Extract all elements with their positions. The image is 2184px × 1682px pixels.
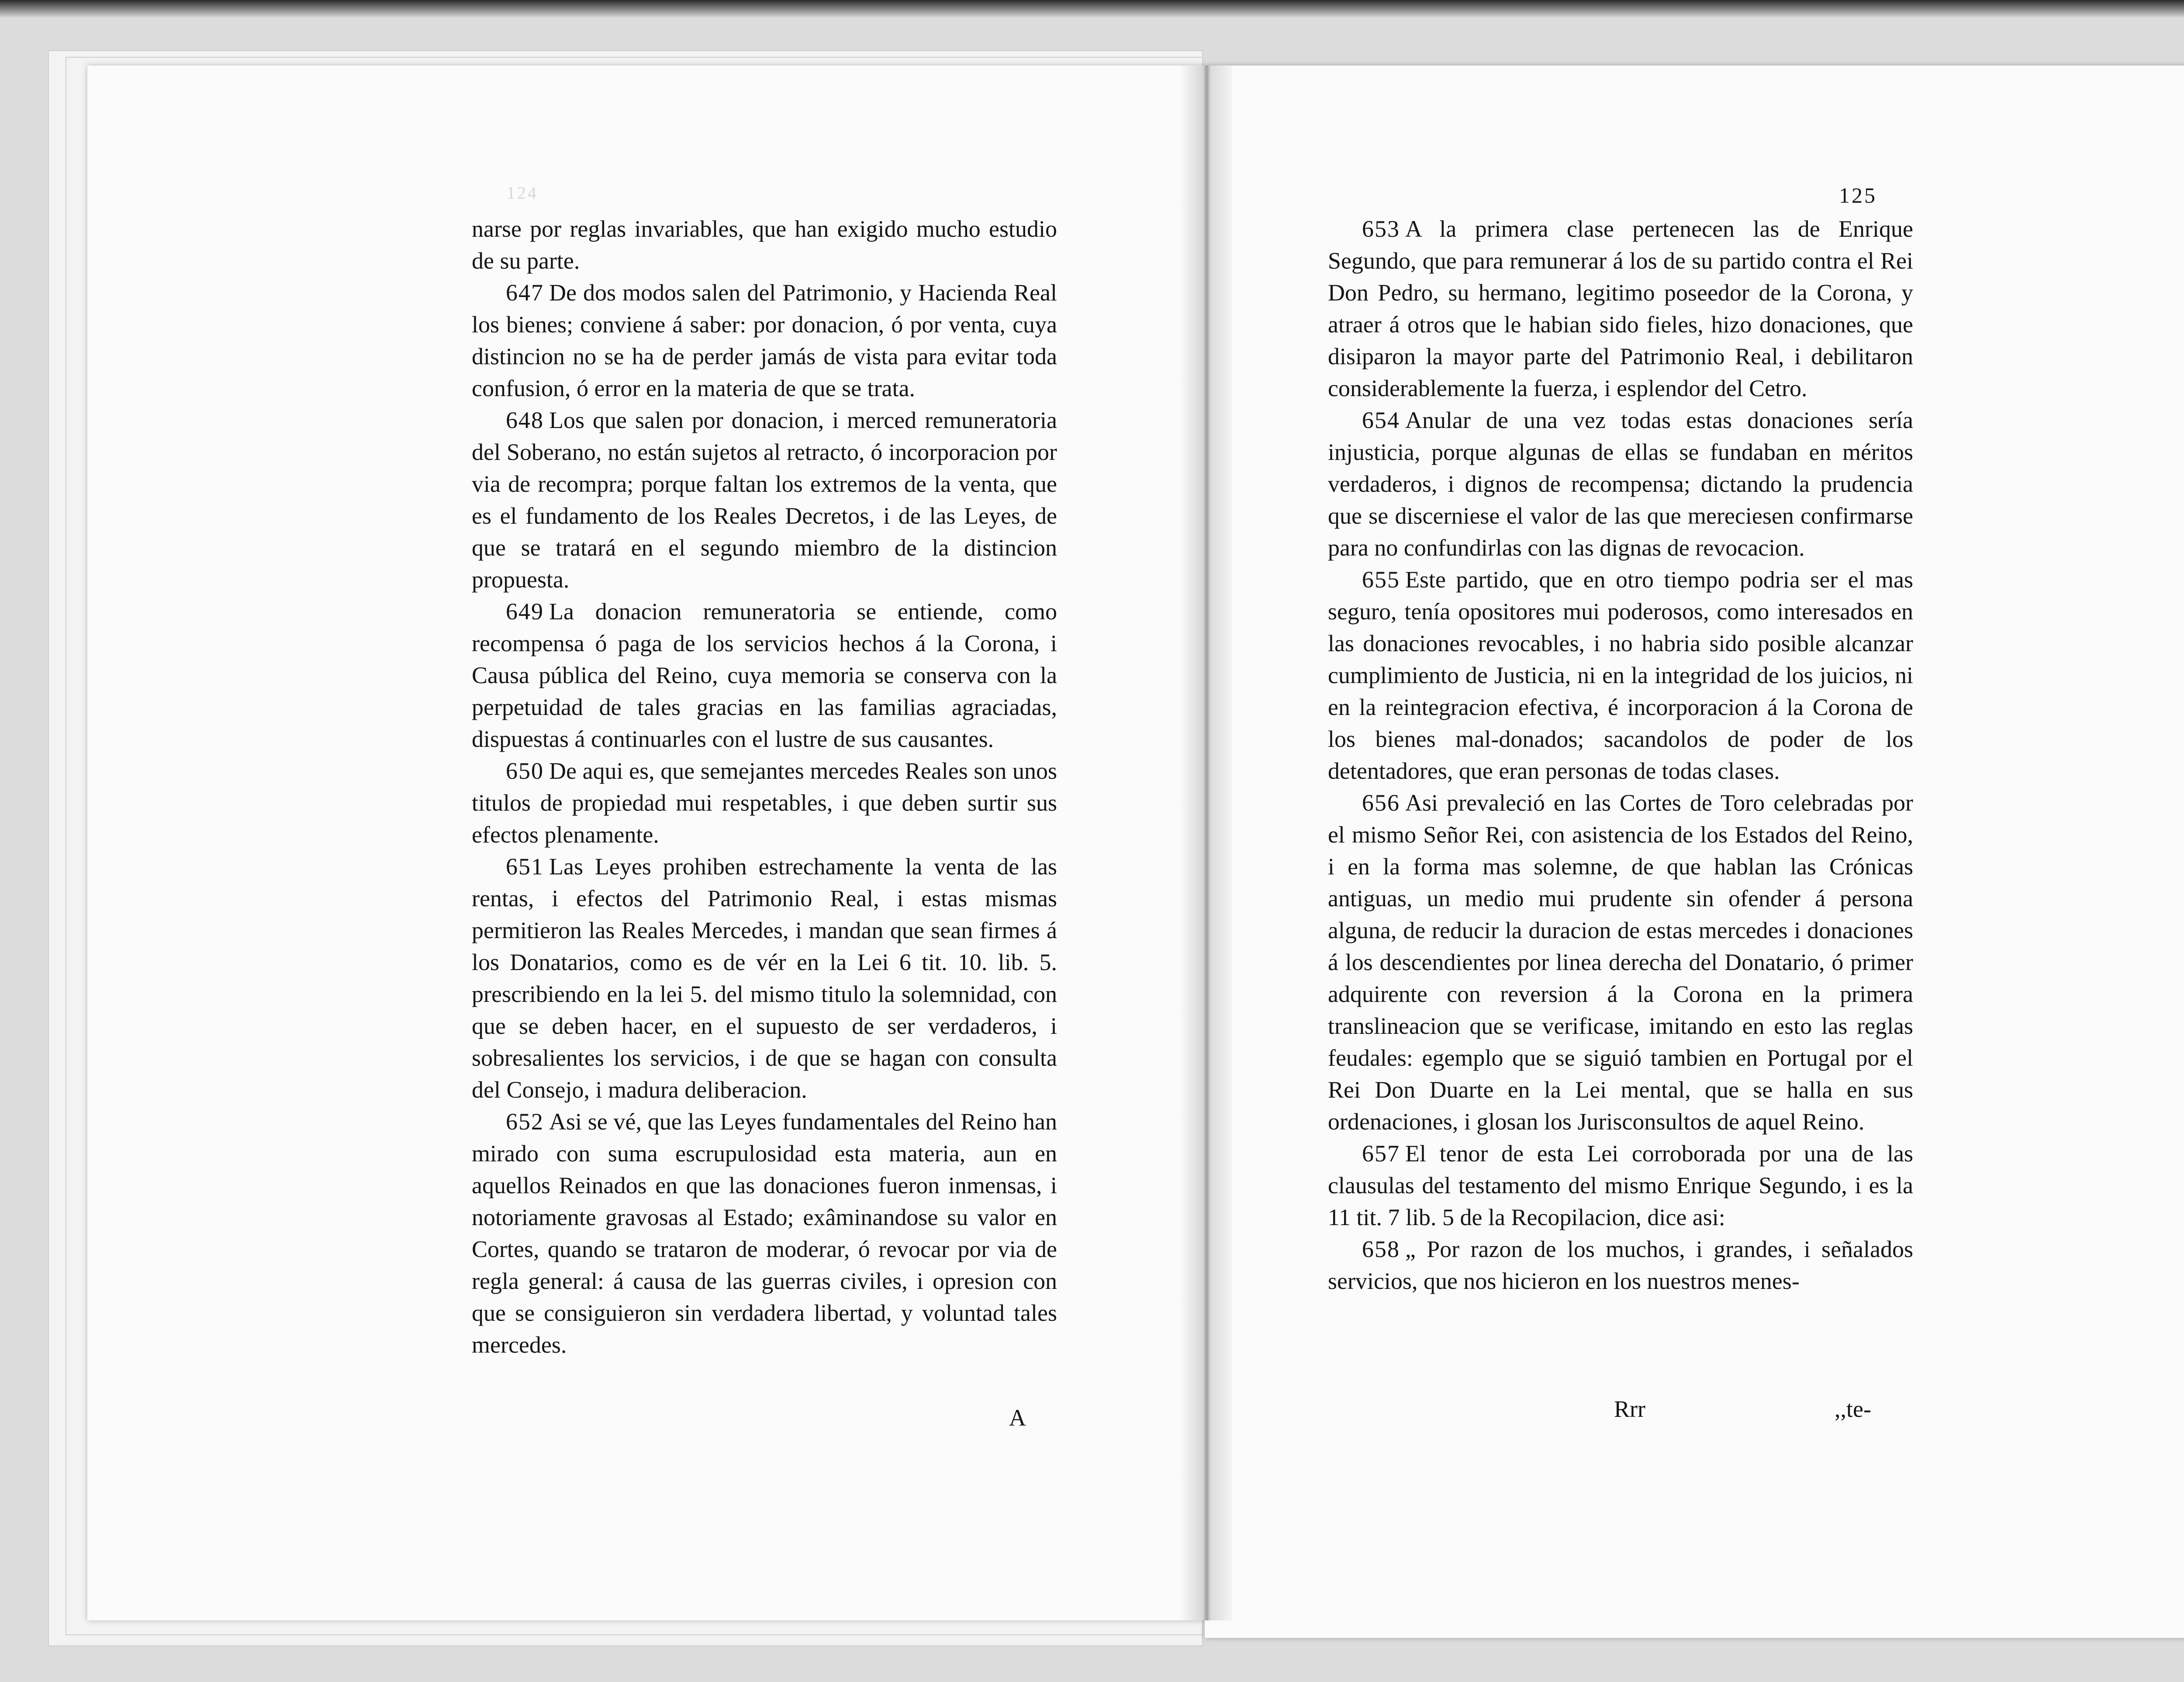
left-text-column: [472, 213, 1057, 1361]
paragraph-number: 651: [506, 853, 544, 880]
left-page-number: 124: [507, 183, 538, 203]
right-page-number: 125: [1839, 183, 1877, 207]
paragraph-654: 654 Anular de una vez todas estas donaciones sería injusticia, porque algunas de ellas se fundaban en méritos verdaderos, i dignos de recompensa; dictando la prudencia que se discerniese el valor de las que mereciesen confirmarse para no confundirlas con las dignas de revocacion.: [1328, 407, 1913, 561]
scan-top-edge: [0, 0, 2184, 17]
paragraph-number: 648: [506, 407, 544, 433]
right-text-column: [1328, 213, 1913, 1297]
paragraph-658: 658 „ Por razon de los muchos, i grandes, i señalados servicios, que nos hicieron en los nuestros menes-: [1328, 1236, 1913, 1294]
paragraph-number: 647: [506, 280, 544, 306]
paragraph-number: 658: [1362, 1236, 1400, 1262]
paragraph-number: 656: [1362, 790, 1400, 816]
paragraph-number: 650: [506, 758, 544, 784]
paragraph-number: 653: [1362, 216, 1400, 242]
book-gutter: [1179, 66, 1232, 1620]
paragraph-648: 648 Los que salen por donacion, i merced remuneratoria del Soberano, no están sujetos al retracto, ó incorporacion por via de recompra; porque faltan los extremos de la venta, que es el fundamento de los Reales Decretos, i de las Leyes, de que se tratará en el segundo miembro de la distincion propuesta.: [472, 407, 1057, 593]
paragraph-651: 651 Las Leyes prohiben estrechamente la venta de las rentas, i efectos del Patrimonio Real, i estas mismas permitieron las Reales Mercedes, i mandan que sean firmes á los Donatarios, como es de vér en la Lei 6 tit. 10. lib. 5. prescribiendo en la lei 5. del mismo titulo la solemnidad, con que se deben hacer, en el supuesto de ser verdaderos, i sobresalientes los servicios, i de que se hagan con consulta del Consejo, i madura deliberacion.: [472, 853, 1057, 1103]
paragraph-continuation: narse por reglas invariables, que han exigido mucho estudio de su parte.: [472, 216, 1057, 274]
paragraph-657: 657 El tenor de esta Lei corroborada por una de las clausulas del testamento del mismo Enrique Segundo, i es la 11 tit. 7 lib. 5 de la Recopilacion, dice asi:: [1328, 1140, 1913, 1230]
paragraph-652: 652 Asi se vé, que las Leyes fundamentales del Reino han mirado con suma escrupulosidad esta materia, aun en aquellos Reinados en que las donaciones fueron inmensas, i notoriamente gravosas al Estado; exâminandose su valor en Cortes, quando se trataron de moderar, ó revocar por via de regla general: á causa de las guerras civiles, i opresion con que se consiguieron sin verdadera libertad, y voluntad tales mercedes.: [472, 1109, 1057, 1358]
paragraph-649: 649 La donacion remuneratoria se entiende, como recompensa ó paga de los servicios hechos á la Corona, i Causa pública del Reino, cuya memoria se conserva con la perpetuidad de tales gracias en las familias agraciadas, dispuestas á continuarles con el lustre de sus causantes.: [472, 598, 1057, 752]
paragraph-653: 653 A la primera clase pertenecen las de Enrique Segundo, que para remunerar á los de su partido contra el Rei Don Pedro, su hermano, legitimo poseedor de la Corona, y atraer á otros que le habian sido fieles, hizo donaciones, que disiparon la mayor parte del Patrimonio Real, i debilitaron considerablemente la fuerza, i esplendor del Cetro.: [1328, 216, 1913, 401]
right-catchword: ,,te-: [1835, 1396, 1871, 1422]
paragraph-number: 657: [1362, 1140, 1400, 1167]
paragraph-650: 650 De aqui es, que semejantes mercedes Reales son unos titulos de propiedad mui respetables, i que deben surtir sus efectos plenamente.: [472, 758, 1057, 848]
paragraph-number: 655: [1362, 566, 1400, 593]
paragraph-656: 656 Asi prevaleció en las Cortes de Toro celebradas por el mismo Señor Rei, con asistencia de los Estados del Reino, i en la forma mas solemne, de que hablan las Crónicas antiguas, un medio mui prudente sin ofender á persona alguna, de reducir la duracion de estas mercedes i donaciones á los descendientes por linea derecha del Donatario, ó primer adquirente con reversion á la Corona en la primera translineacion que se verificase, imitando en esto las reglas feudales: egemplo que se siguió tambien en Portugal por el Rei Don Duarte en la Lei mental, que se halla en sus ordenaciones, i glosan los Jurisconsultos de aquel Reino.: [1328, 790, 1913, 1135]
paragraph-number: 649: [506, 598, 544, 625]
left-catchword: A: [1009, 1405, 1026, 1431]
paragraph-647: 647 De dos modos salen del Patrimonio, y Hacienda Real los bienes; conviene á saber: por donacion, ó por venta, cuya distincion no se ha de perder jamás de vista para evitar toda confusion, ó error en la materia de que se trata.: [472, 280, 1057, 401]
paragraph-number: 652: [506, 1109, 544, 1135]
paragraph-655: 655 Este partido, que en otro tiempo podria ser el mas seguro, tenía opositores mui poderosos, como interesados en las donaciones revocables, i no habria sido posible alcanzar cumplimiento de Justicia, ni en la integridad de los juicios, ni en la reintegracion efectiva, é incorporacion á la Corona de los bienes mal-donados; sacandolos de poder de los detentadores, que eran personas de todas clases.: [1328, 566, 1913, 784]
signature-mark: Rrr: [1614, 1396, 1645, 1422]
paragraph-number: 654: [1362, 407, 1400, 433]
